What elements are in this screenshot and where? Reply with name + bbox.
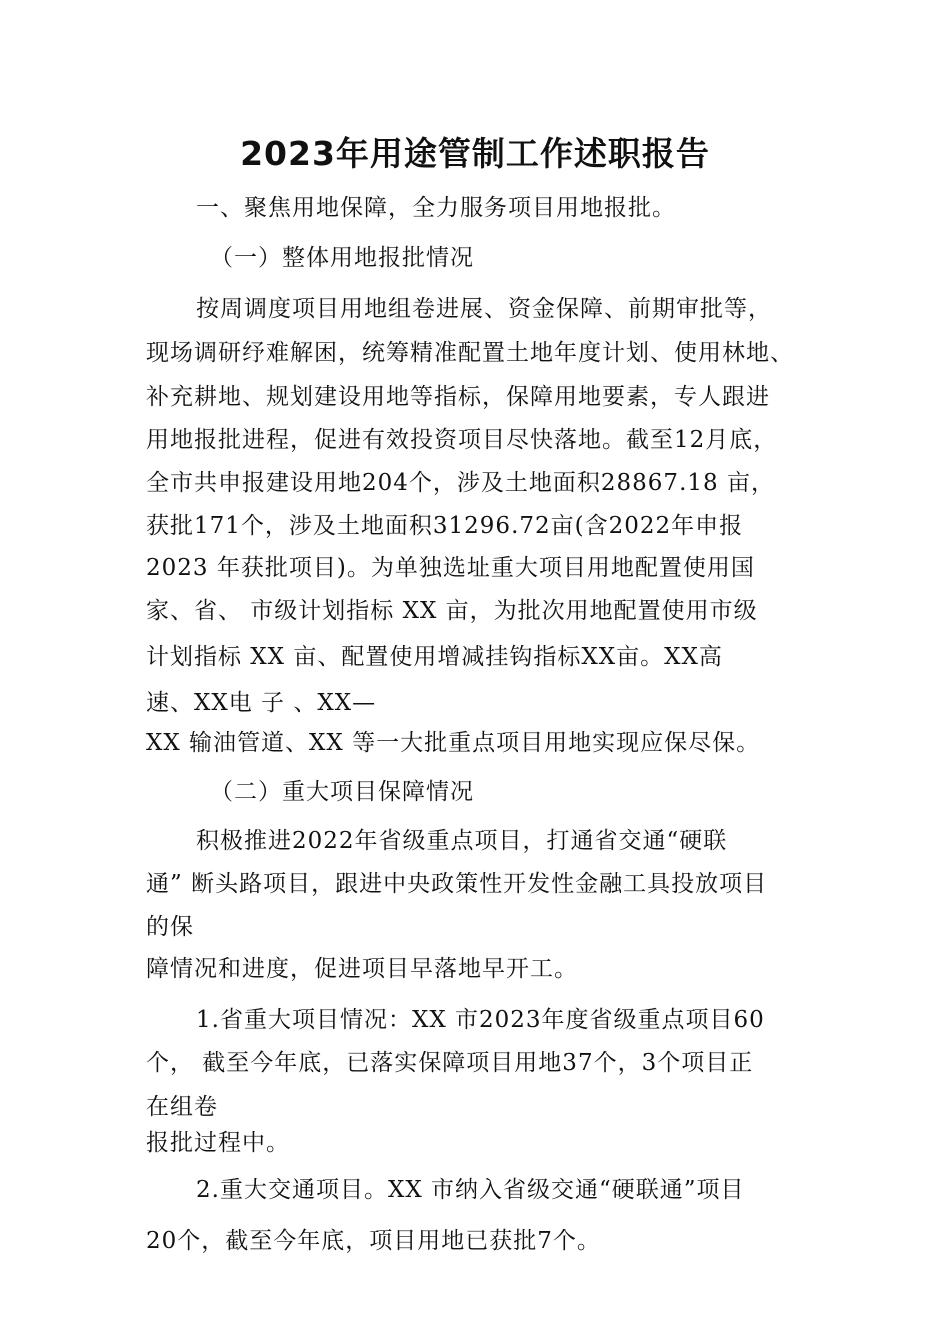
paragraph-line: 在组卷 [146,1094,218,1120]
paragraph-line: 速、XX电 子 、XX— [146,690,377,716]
paragraph-line: 报批过程中。 [146,1130,290,1156]
paragraph-line: 获批171个，涉及土地面积31296.72亩(含2022年申报 [146,513,744,539]
paragraph-line: 全市共申报建设用地204个，涉及土地面积28867.18 亩， [146,470,775,496]
paragraph-line: 1.省重大项目情况：XX 市2023年度省级重点项目60 [196,1007,765,1033]
paragraph-line: 按周调度项目用地组卷进展、资金保障、前期审批等， [196,296,772,322]
paragraph-line: 补充耕地、规划建设用地等指标，保障用地要素，专人跟进 [146,384,770,410]
paragraph-line: 积极推进2022年省级重点项目，打通省交通“硬联 [196,828,728,854]
paragraph-line: 通” 断头路项目，跟进中央政策性开发性金融工具投放项目 [146,871,768,897]
paragraph-line: 计划指标 XX 亩、配置使用增减挂钩指标XX亩。XX高 [146,644,723,670]
paragraph-line: 现场调研纾难解困，统筹精准配置土地年度计划、使用林地、 [146,340,794,366]
paragraph-line: 2023 年获批项目)。为单独选址重大项目用地配置使用国 [146,555,755,581]
page-title: 2023年用途管制工作述职报告 [240,134,710,173]
paragraph-line: 个， 截至今年底，已落实保障项目用地37个，3个项目正 [146,1050,754,1076]
section-heading-1: 一、聚焦用地保障，全力服务项目用地报批。 [196,195,676,221]
paragraph-line: XX 输油管道、XX 等一大批重点项目用地实现应保尽保。 [146,730,761,756]
subsection-heading-2: （二）重大项目保障情况 [210,779,474,805]
paragraph-line: 2.重大交通项目。XX 市纳入省级交通“硬联通”项目 [196,1177,745,1203]
subsection-heading-1: （一）整体用地报批情况 [210,245,474,271]
paragraph-line: 的保 [146,914,194,940]
paragraph-line: 用地报批进程，促进有效投资项目尽快落地。截至12月底， [146,427,778,453]
paragraph-line: 家、省、 市级计划指标 XX 亩，为批次用地配置使用市级 [146,598,758,624]
paragraph-line: 障情况和进度，促进项目早落地早开工。 [146,956,578,982]
paragraph-line: 20个，截至今年底，项目用地已获批7个。 [146,1228,601,1254]
